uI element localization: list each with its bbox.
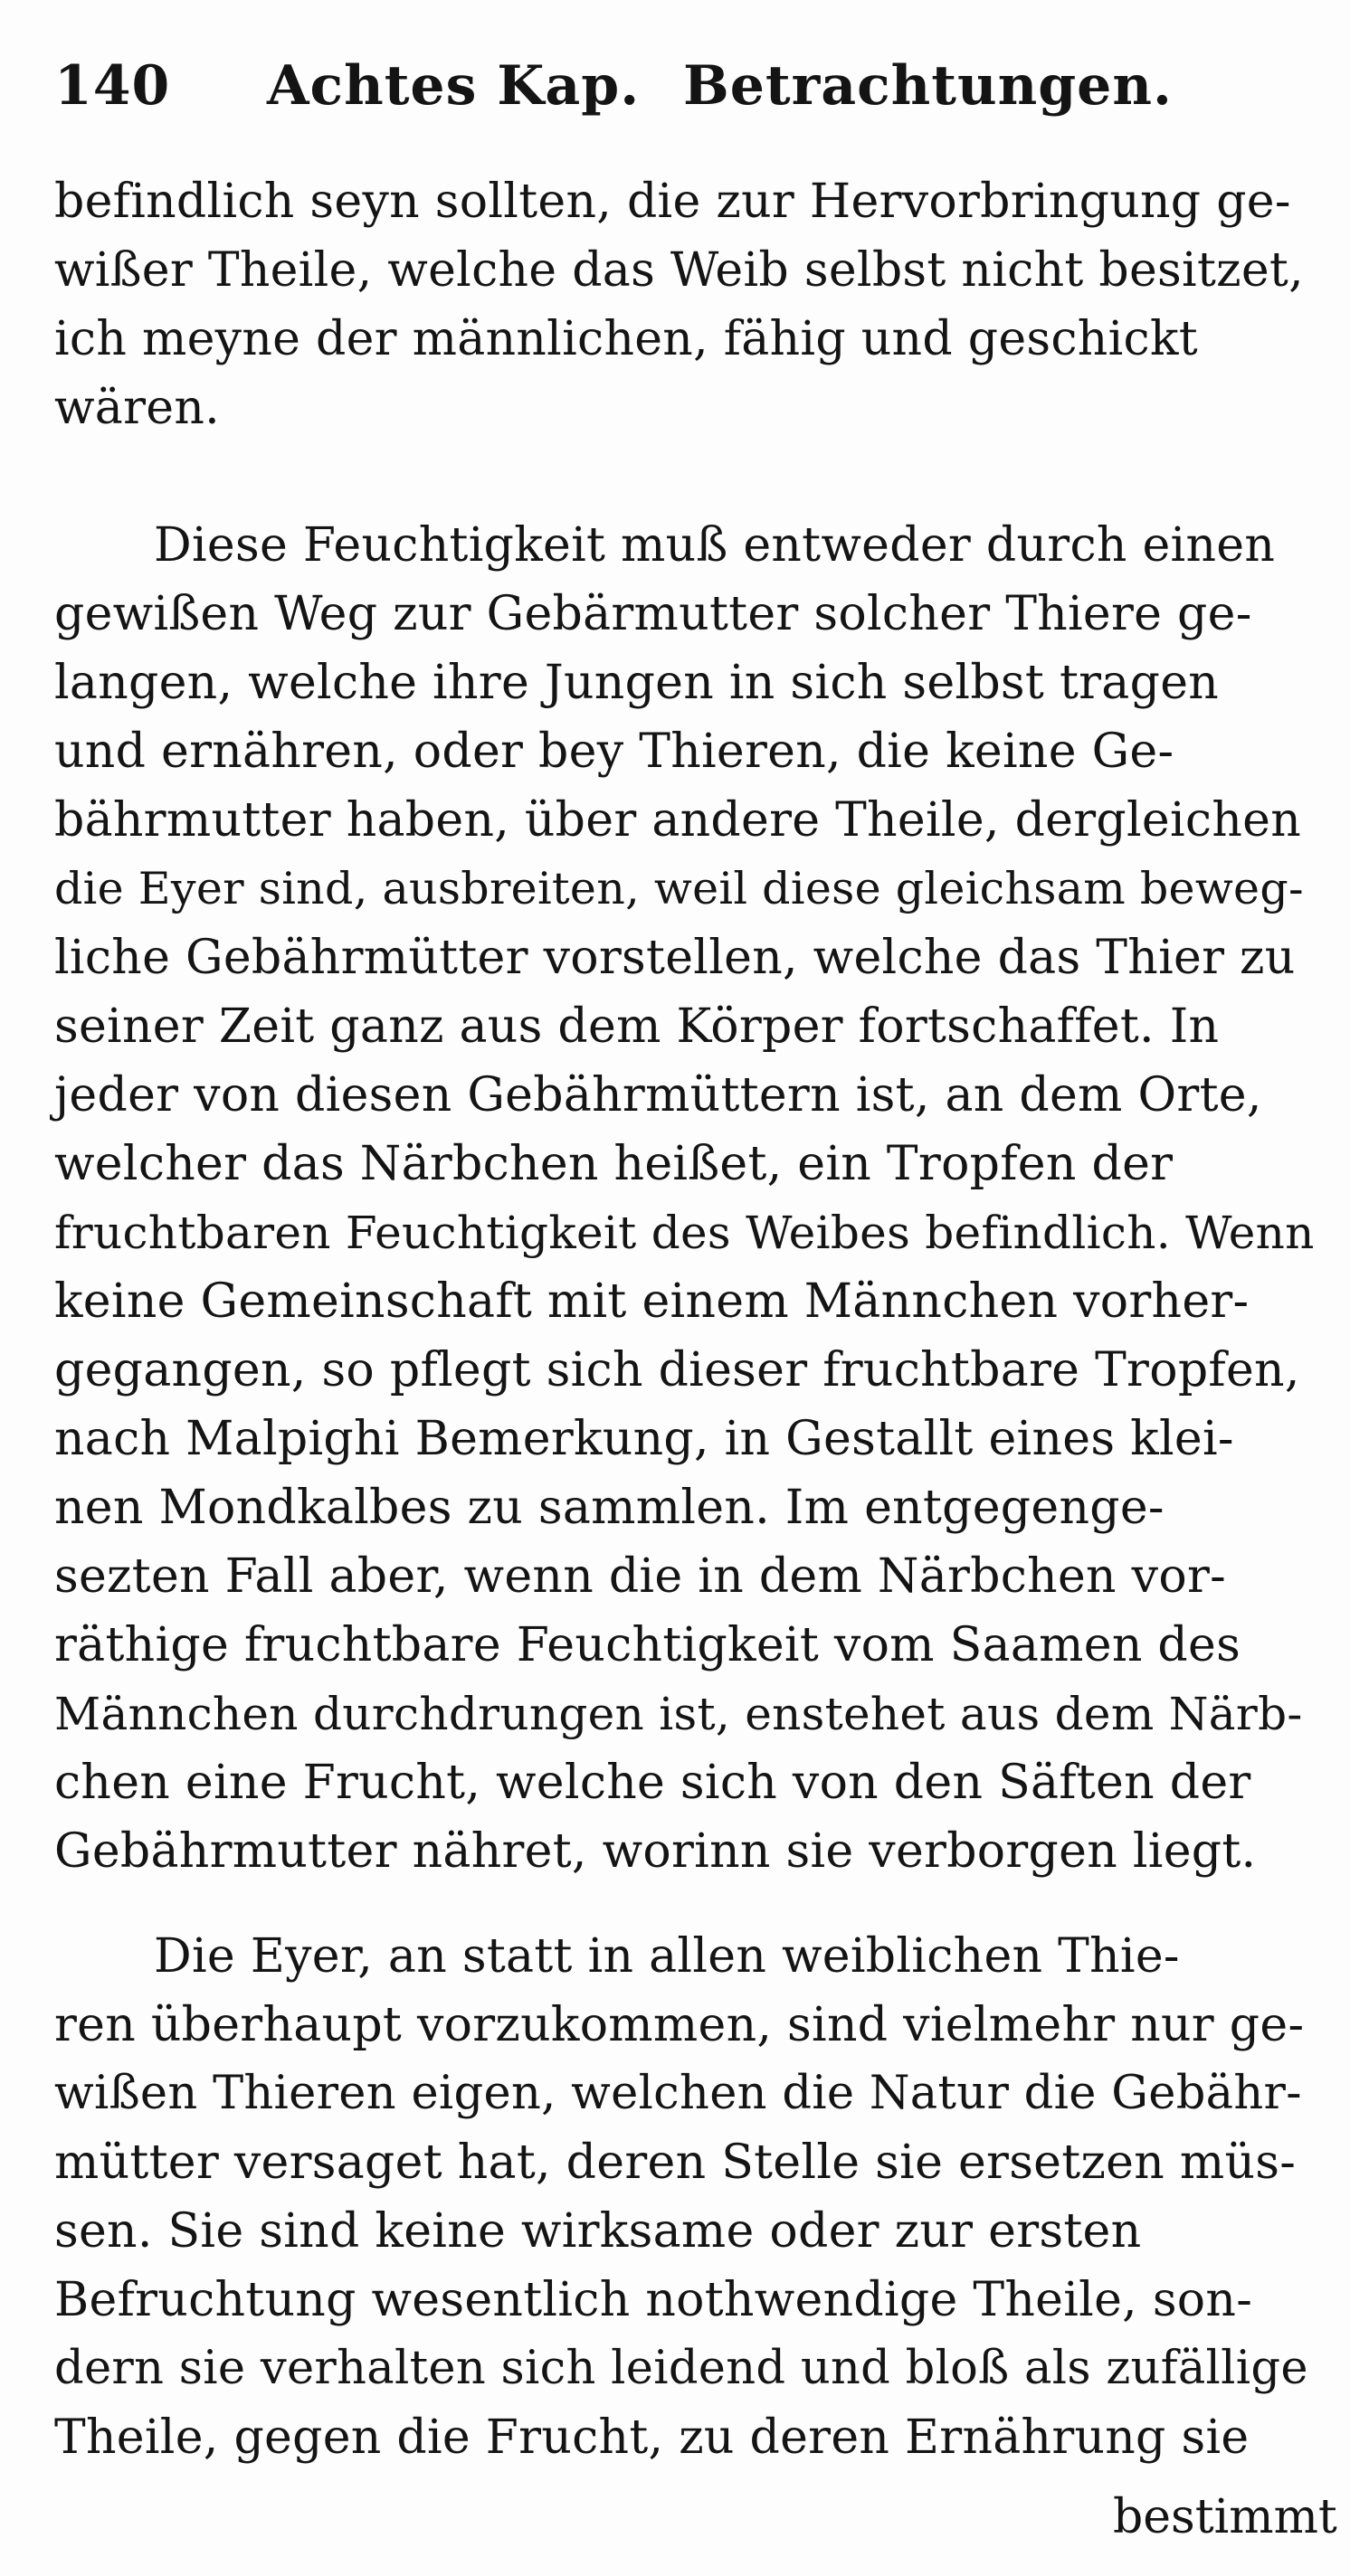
text-line: wißen Thieren eigen, welchen die Natur die Gebähr- (54, 2067, 1302, 2120)
text-line: befindlich seyn sollten, die zur Hervorbringung ge- (54, 175, 1291, 229)
text-line: chen eine Frucht, welche sich von den Säften der (54, 1756, 1251, 1810)
text-line: sezten Fall aber, wenn die in dem Närbchen vor- (54, 1549, 1226, 1604)
text-line: Männchen durchdrungen ist, enstehet aus dem Närb- (54, 1688, 1303, 1740)
text-line: nen Mondkalbes zu sammlen. Im entgegenge- (54, 1481, 1165, 1535)
text-line: wißer Theile, welche das Weib selbst nicht besitzet, (54, 243, 1304, 298)
text-line: ich meyne der männlichen, fähig und geschickt (54, 312, 1198, 366)
text-line: keine Gemeinschaft mit einem Männchen vorher- (54, 1274, 1250, 1329)
text-line: ren überhaupt vorzukommen, sind vielmehr nur ge- (54, 1998, 1305, 2052)
text-line: langen, welche ihre Jungen in sich selbst tragen (54, 656, 1220, 710)
text-line: Diese Feuchtigkeit muß entweder durch einen (154, 518, 1276, 573)
text-line: und ernähren, oder bey Thieren, die keine Ge- (54, 724, 1174, 779)
text-line: jeder von diesen Gebährmüttern ist, an dem Orte, (54, 1068, 1262, 1122)
text-line: gegangen, so pflegt sich dieser fruchtbare Tropfen, (54, 1343, 1300, 1397)
text-line: sen. Sie sind keine wirksame oder zur ersten (54, 2204, 1142, 2259)
paragraph-2 (54, 511, 1317, 1886)
text-line: räthige fruchtbare Feuchtigkeit vom Saamen des (54, 1618, 1241, 1672)
text-line: gewißen Weg zur Gebärmutter solcher Thiere ge- (54, 587, 1252, 641)
text-line: welcher das Närbchen heißet, ein Tropfen der (54, 1137, 1174, 1191)
text-line: die Eyer sind, ausbreiten, weil diese gleichsam beweg- (54, 863, 1304, 914)
text-line: nach Malpighi Bemerkung, in Gestallt eines klei- (54, 1412, 1234, 1466)
text-line: Theile, gegen die Frucht, zu deren Ernährung sie (54, 2410, 1250, 2465)
running-title: Betrachtungen. (683, 54, 1173, 118)
paragraph-1 (54, 167, 1317, 442)
text-line: Gebährmutter nähret, worinn sie verborgen liegt. (54, 1824, 1257, 1879)
text-line: liche Gebährmütter vorstellen, welche das Thier zu (54, 931, 1296, 985)
paragraph-3 (54, 1922, 1317, 2472)
text-line: seiner Zeit ganz aus dem Körper fortschaffet. In (54, 999, 1220, 1054)
text-line: bährmutter haben, über andere Theile, dergleichen (54, 793, 1301, 848)
catchword: bestimmt (1113, 2490, 1337, 2544)
page-header (54, 36, 1267, 136)
chapter-label: Achtes Kap. (267, 54, 641, 118)
text-line: Befruchtung wesentlich nothwendige Theile, son- (54, 2273, 1253, 2327)
text-line: fruchtbaren Feuchtigkeit des Weibes befindlich. Wenn (54, 1207, 1315, 1259)
page-number: 140 (54, 54, 171, 118)
text-line: dern sie verhalten sich leidend und bloß als zufällige (54, 2342, 1308, 2395)
text-line: wären. (54, 381, 220, 435)
text-line: mütter versaget hat, deren Stelle sie ersetzen müs- (54, 2136, 1297, 2190)
text-line: Die Eyer, an statt in allen weiblichen Thie- (154, 1929, 1180, 1984)
